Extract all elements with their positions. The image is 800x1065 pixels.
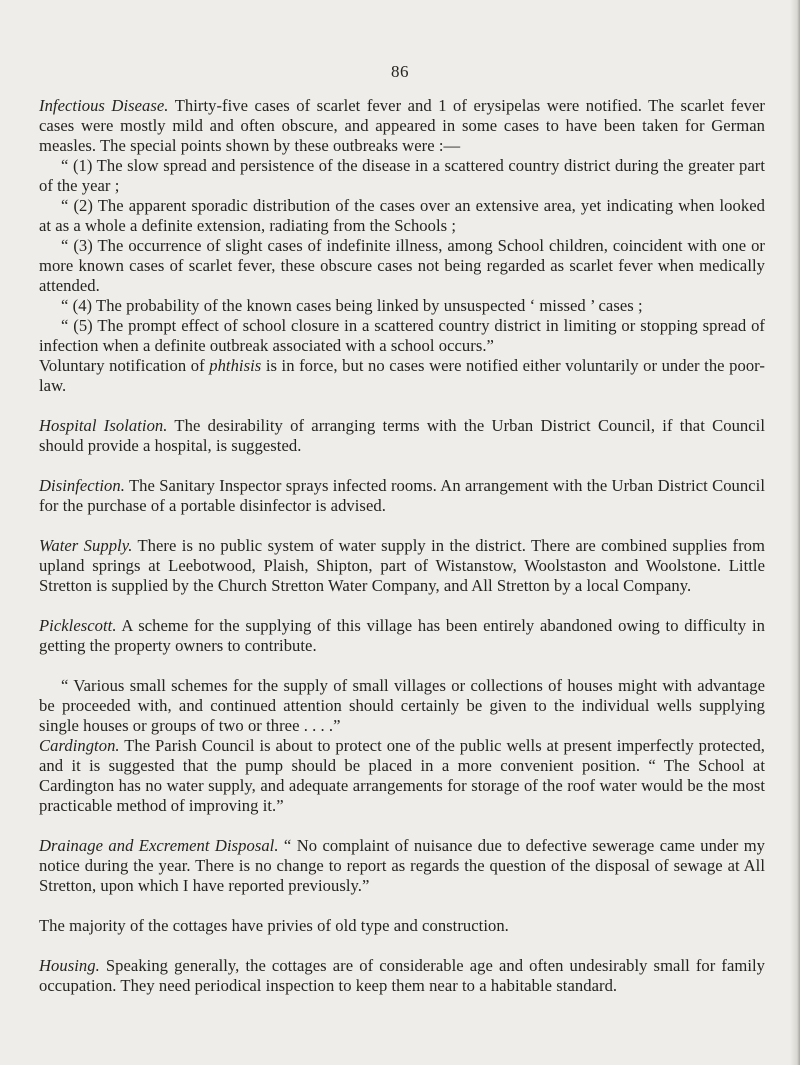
- paragraph-housing: [39, 956, 765, 996]
- paragraph-phthisis: [39, 356, 765, 396]
- heading-cardington: Cardington.: [39, 736, 120, 755]
- heading-disinfection: Disinfection.: [39, 476, 125, 495]
- text-drainage: “ No complaint of nuisance due to defective sewerage came under my notice during the year. There is no change to report as regards the question of the disposal of sewage at All Stretton, upon which I have reported previously.”: [39, 836, 765, 895]
- text-disinfection: The Sanitary Inspector sprays infected rooms. An arrangement with the Urban District Council for the purchase of a portable disinfector is advised.: [39, 476, 765, 515]
- paragraph-picklescott: [39, 616, 765, 656]
- text-picklescott: A scheme for the supplying of this village has been entirely abandoned owing to difficulty in getting the property owners to contribute.: [39, 616, 765, 655]
- paragraph-cardington: [39, 736, 765, 816]
- paragraph-various-schemes: “ Various small schemes for the supply of small villages or collections of houses might with advantage be proceeded with, and continued attention should certainly be given to the individual wells supplying single houses or groups of two or three . . . .”: [39, 676, 765, 735]
- paragraph-drainage: [39, 836, 765, 896]
- heading-infectious-disease: Infectious Disease.: [39, 96, 169, 115]
- paragraph-privies: The majority of the cottages have privies of old type and construction.: [39, 916, 509, 935]
- point-1: “ (1) The slow spread and persistence of the disease in a scattered country district during the greater part of the year ;: [39, 156, 765, 195]
- page-number: 86: [391, 62, 409, 81]
- term-phthisis: phthisis: [209, 356, 262, 375]
- heading-water-supply: Water Supply.: [39, 536, 133, 555]
- page-edge-shadow: [790, 0, 800, 1065]
- text-cardington: The Parish Council is about to protect one of the public wells at present imperfectly protected, and it is suggested that the pump should be placed in a more convenient position. “ The School at Cardington has no water supply, and adequate arrangements for storage of the roof water would be the most practicable method of improving it.”: [39, 736, 765, 815]
- heading-drainage: Drainage and Excrement Disposal.: [39, 836, 279, 855]
- text-infectious-disease: Thirty-five cases of scarlet fever and 1 of erysipelas were notified. The scarlet fever cases were mostly mild and often obscure, and appeared in some cases to have been taken for German measles. The special points shown by these outbreaks were :—: [39, 96, 766, 155]
- heading-hospital-isolation: Hospital Isolation.: [39, 416, 168, 435]
- text-phthisis-before: Voluntary notification of: [39, 356, 210, 375]
- point-2: “ (2) The apparent sporadic distribution of the cases over an extensive area, yet indicating when looked at as a whole a definite extension, radiating from the Schools ;: [39, 196, 765, 235]
- point-5: “ (5) The prompt effect of school closure in a scattered country district in limiting or stopping spread of infection when a definite outbreak associated with a school occurs.”: [39, 316, 765, 355]
- heading-housing: Housing.: [39, 956, 100, 975]
- paragraph-hospital-isolation: [39, 416, 765, 456]
- paragraph-infectious-disease: [39, 96, 765, 156]
- paragraph-disinfection: [39, 476, 765, 516]
- text-water-supply: There is no public system of water supply in the district. There are combined supplies from upland springs at Leebotwood, Plaish, Shipton, part of Wistanstow, Woolstaston and Woolstone. Little Stretton is supplied by the Church Stretton Water Company, and All Stretton by a local Company.: [39, 536, 765, 595]
- text-hospital-isolation: The desirability of arranging terms with the Urban District Council, if that Council should provide a hospital, is suggested.: [39, 416, 765, 455]
- text-phthisis-after: is in force, but no cases were notified either voluntarily or under the poor-law.: [39, 356, 765, 395]
- paragraph-water-supply: [39, 536, 765, 596]
- point-4: “ (4) The probability of the known cases being linked by unsuspected ‘ missed ’ cases ;: [61, 296, 643, 315]
- text-housing: Speaking generally, the cottages are of considerable age and often undesirably small for family occupation. They need periodical inspection to keep them near to a habitable standard.: [39, 956, 765, 995]
- page-body: [39, 96, 765, 1016]
- heading-picklescott: Picklescott.: [39, 616, 117, 635]
- point-3: “ (3) The occurrence of slight cases of indefinite illness, among School children, coincident with one or more known cases of scarlet fever, these obscure cases not being regarded as scarlet fever when medically attended.: [39, 236, 765, 295]
